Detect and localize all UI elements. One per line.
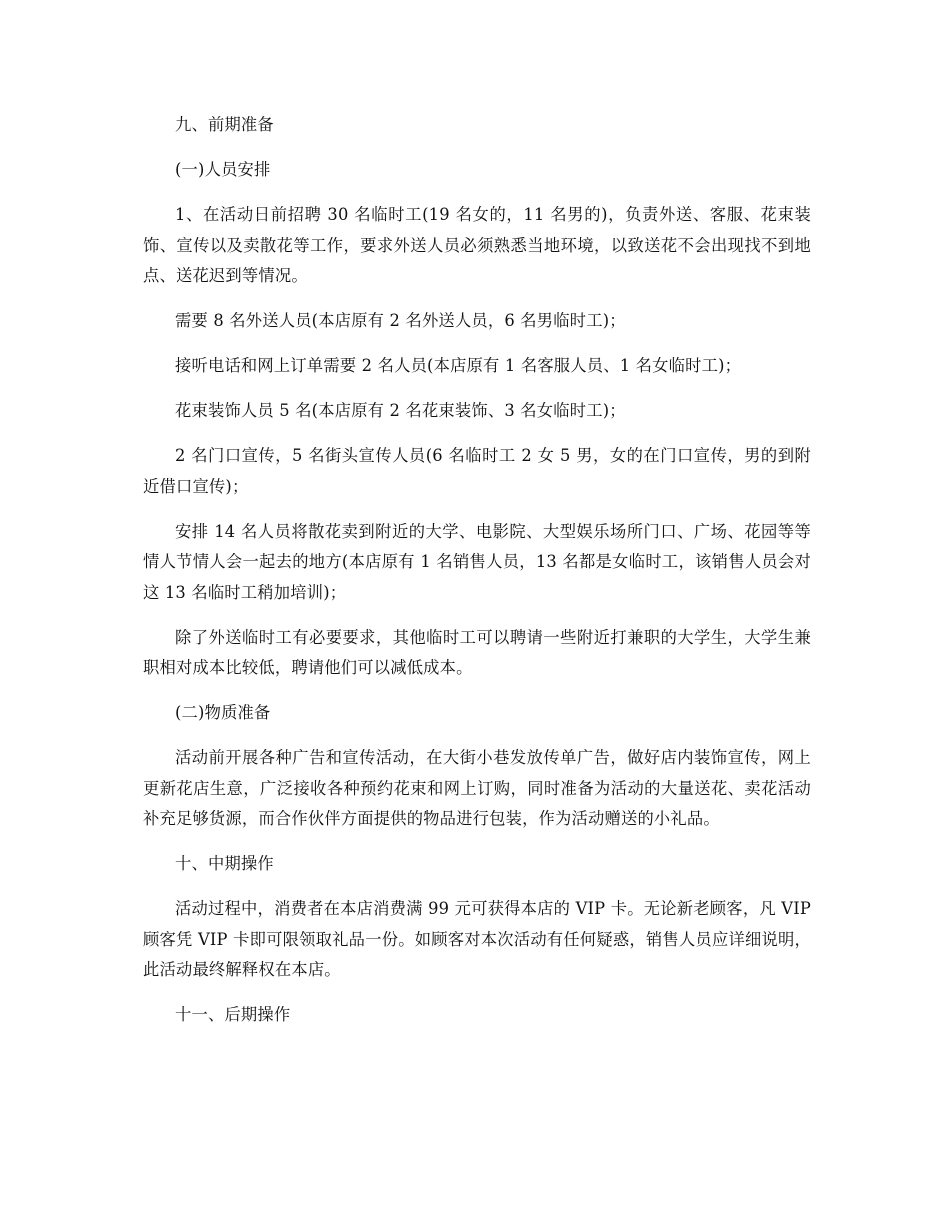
paragraph-flower-sellers: 安排 14 名人员将散花卖到附近的大学、电影院、大型娱乐场所门口、广场、花园等等情人节情人会一起去的地方(本店原有 1 名销售人员，13 名都是女临时工，该销售人员会对这 13 名临时工稍加培训)； (143, 521, 811, 602)
paragraph-delivery-staff: 需要 8 名外送人员(本店原有 2 名外送人员，6 名男临时工)； (175, 311, 626, 330)
paragraph-bouquet-staff: 花束装饰人员 5 名(本店原有 2 名花束装饰、3 名女临时工)； (175, 401, 626, 420)
section-heading-preparation: 九、前期准备 (175, 115, 274, 134)
paragraph-materials: 活动前开展各种广告和宣传活动，在大街小巷发放传单广告，做好店内装饰宣传，网上更新花店生意，广泛接收各种预约花束和网上订购，同时准备为活动的大量送花、卖花活动补充足够货源，而合作伙伴方面提供的物品进行包装，作为活动赠送的小礼品。 (143, 748, 811, 828)
paragraph-phone-orders: 接听电话和网上订单需要 2 名人员(本店原有 1 名客服人员、1 名女临时工)； (175, 356, 742, 375)
section-heading-mid-operation: 十、中期操作 (175, 854, 274, 873)
paragraph-recruitment: 1、在活动日前招聘 30 名临时工(19 名女的，11 名男的)，负责外送、客服、花束装饰、宣传以及卖散花等工作，要求外送人员必须熟悉当地环境，以致送花不会出现找不到地点、送花迟到等情况。 (143, 205, 811, 285)
subsection-heading-staffing: (一)人员安排 (175, 160, 271, 179)
section-heading-post-operation: 十一、后期操作 (175, 1005, 291, 1024)
paragraph-promotion-staff: 2 名门口宣传，5 名街头宣传人员(6 名临时工 2 女 5 男，女的在门口宣传，男的到附近借口宣传)； (143, 446, 811, 496)
paragraph-part-time-students: 除了外送临时工有必要要求，其他临时工可以聘请一些附近打兼职的大学生，大学生兼职相对成本比较低，聘请他们可以减低成本。 (143, 627, 811, 677)
subsection-heading-materials: (二)物质准备 (175, 703, 271, 722)
paragraph-vip-card: 活动过程中，消费者在本店消费满 99 元可获得本店的 VIP 卡。无论新老顾客，凡 VIP 顾客凭 VIP 卡即可限领取礼品一份。如顾客对本次活动有任何疑惑，销售人员应详细说明，此活动最终解释权在本店。 (143, 899, 811, 979)
document-body (143, 110, 811, 1045)
